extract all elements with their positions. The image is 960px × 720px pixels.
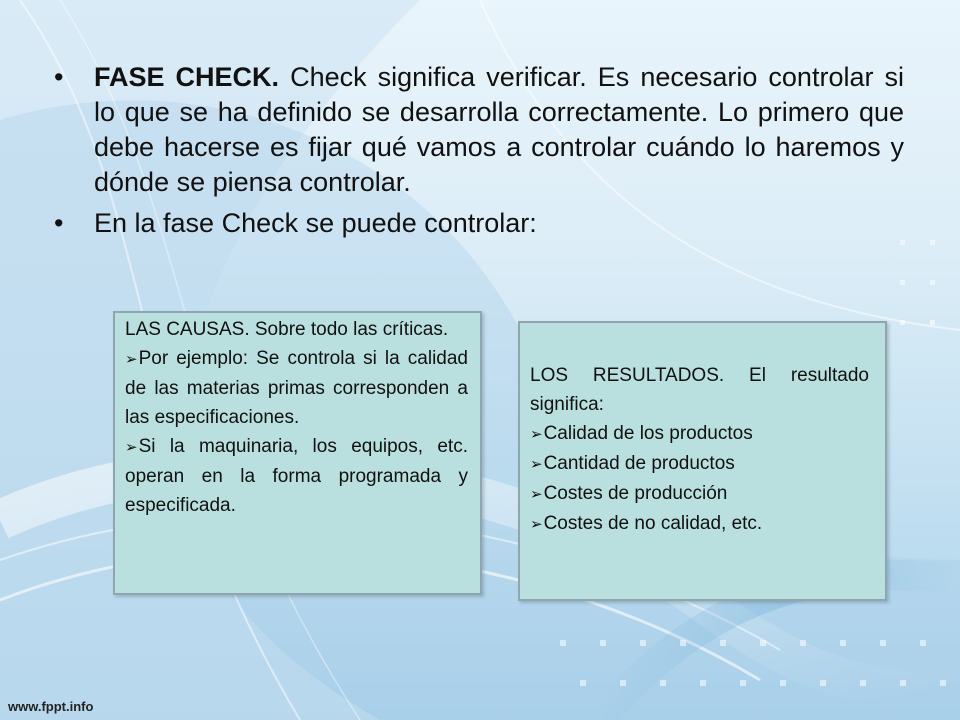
arrow-bullet-icon: ➢ (530, 426, 543, 443)
footer-url[interactable]: www.fppt.info (8, 699, 94, 714)
resultados-item: ➢Costes de no calidad, etc. (530, 513, 763, 534)
bullet-text: En la fase Check se puede controlar: (94, 208, 537, 238)
bullet-dot: • (54, 62, 64, 92)
bullet-controlar (54, 206, 904, 241)
bullet-list (54, 60, 904, 247)
bullet-dot: • (54, 208, 64, 238)
arrow-bullet-icon: ➢ (530, 456, 543, 473)
bullet-text: Check significa verificar. Es necesario controlar si lo que se ha definido se desarrolla correctamente. Lo primero que debe hacerse es fijar qué vamos a controlar cuándo lo haremos y dónde se piensa controlar. (94, 62, 904, 197)
resultados-item: ➢Cantidad de productos (530, 453, 735, 474)
resultados-heading: LOS RESULTADOS. El resultado significa: (530, 365, 869, 415)
causas-heading: LAS CAUSAS. Sobre todo las críticas. (125, 319, 449, 340)
resultados-item: ➢Costes de producción (530, 483, 728, 504)
bullet-fase-check (54, 60, 904, 200)
bullet-bold-lead: FASE CHECK. (94, 62, 280, 92)
arrow-bullet-icon: ➢ (530, 516, 543, 533)
arrow-bullet-icon: ➢ (125, 351, 138, 368)
arrow-bullet-icon: ➢ (530, 486, 543, 503)
causas-box (113, 311, 482, 595)
resultados-item: ➢Calidad de los productos (530, 423, 753, 444)
causas-item: ➢Por ejemplo: Se controla si la calidad de las materias primas corresponden a las especificaciones. (125, 348, 468, 428)
arrow-bullet-icon: ➢ (125, 439, 138, 456)
causas-item: ➢Si la maquinaria, los equipos, etc. operan en la forma programada y especificada. (125, 436, 468, 516)
resultados-box (518, 321, 887, 601)
